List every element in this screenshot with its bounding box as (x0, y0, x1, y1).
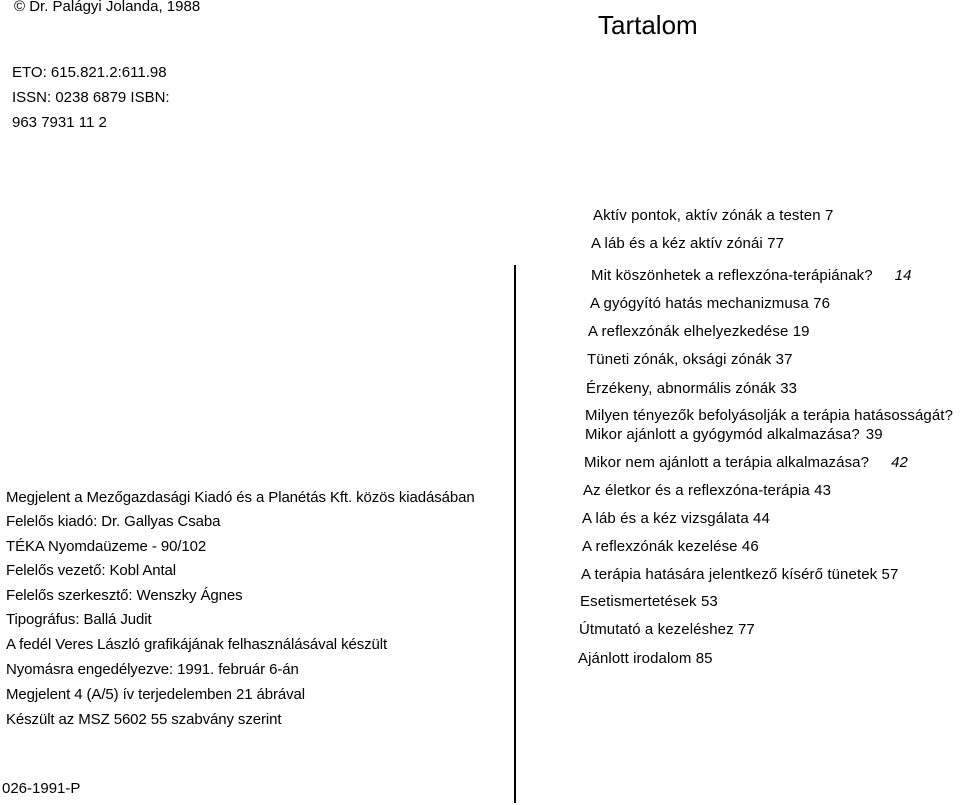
copyright-notice: © Dr. Palágyi Jolanda, 1988 (14, 0, 201, 15)
toc-entry-title: Mikor nem ajánlott a terápia alkalmazása? (584, 454, 870, 471)
imprint-line: Tipográfus: Ballá Judit (6, 611, 152, 628)
toc-entry-title: Mit köszönhetek a reflexzóna-terápiának? (591, 267, 873, 284)
toc-entry-title: A terápia hatására jelentkező kísérő tünetek (581, 566, 878, 583)
toc-entry (580, 593, 718, 610)
isbn-line: 963 7931 11 2 (12, 114, 107, 131)
toc-entry-title: Tüneti zónák, oksági zónák (587, 351, 772, 368)
toc-entry (585, 426, 883, 443)
toc-entry-page: 77 (737, 621, 755, 638)
toc-entry-page: 46 (741, 538, 759, 555)
toc-entry-page: 39 (865, 426, 883, 443)
toc-entry-page: 44 (753, 510, 770, 527)
page-title: Tartalom (598, 10, 698, 40)
toc-entry (583, 482, 831, 499)
toc-entry (591, 235, 784, 252)
issn-line: ISSN: 0238 6879 ISBN: (12, 89, 170, 106)
toc-entry (590, 295, 830, 312)
toc-entry-title: A reflexzónák kezelése (582, 538, 738, 555)
eto-code: ETO: 615.821.2:611.98 (12, 64, 167, 81)
imprint-line: Felelős vezető: Kobl Antal (6, 562, 177, 579)
print-code: 026-1991-P (2, 780, 81, 797)
toc-entry (578, 650, 713, 667)
imprint-line: Készült az MSZ 5602 55 szabvány szerint (6, 711, 282, 728)
toc-entry (579, 621, 755, 638)
toc-entry-title: Útmutató a kezeléshez (579, 621, 734, 638)
toc-entry (585, 407, 953, 424)
toc-entry (591, 267, 912, 284)
toc-entry-page: 42 (891, 454, 908, 471)
toc-entry-page: 7 (824, 207, 834, 224)
toc-entry-page: 85 (695, 650, 713, 667)
toc-entry-title: A láb és a kéz aktív zónái (591, 235, 763, 252)
toc-entry (581, 566, 898, 583)
toc-entry (593, 207, 833, 224)
toc-entry (587, 351, 793, 368)
toc-entry (584, 454, 908, 471)
toc-entry-title: Érzékeny, abnormális zónák (586, 380, 776, 397)
toc-entry-page: 76 (813, 295, 831, 312)
toc-entry (588, 323, 810, 340)
toc-entry-page: 19 (792, 323, 810, 340)
toc-entry-title: Mikor ajánlott a gyógymód alkalmazása? (585, 426, 860, 443)
imprint-line: Megjelent 4 (A/5) ív terjedelemben 21 ábrával (6, 686, 306, 703)
imprint-line: Felelős szerkesztő: Wenszky Ágnes (6, 587, 243, 604)
toc-entry-title: A láb és a kéz vizsgálata (582, 510, 749, 527)
toc-entry-title: Az életkor és a reflexzóna-terápia (583, 482, 810, 499)
toc-entry-page: 53 (700, 593, 718, 610)
imprint-line: A fedél Veres László grafikájának felhasználásával készült (6, 636, 388, 653)
imprint-line: Megjelent a Mezőgazdasági Kiadó és a Planétás Kft. közös kiadásában (6, 489, 475, 506)
toc-entry (582, 538, 759, 555)
toc-entry-page: 37 (775, 351, 793, 368)
toc-entry-title: A gyógyító hatás mechanizmusa (590, 295, 809, 312)
toc-entry-title: Esetismertetések (580, 593, 697, 610)
toc-entry-title: Aktív pontok, aktív zónák a testen (593, 207, 821, 224)
toc-entry-title: A reflexzónák elhelyezkedése (588, 323, 789, 340)
toc-entry-page: 33 (780, 380, 798, 397)
column-divider (514, 265, 516, 803)
imprint-line: Nyomásra engedélyezve: 1991. február 6-án (6, 661, 299, 678)
toc-entry (586, 380, 797, 397)
toc-entry-title: Ajánlott irodalom (578, 650, 692, 667)
toc-entry-page: 77 (767, 235, 785, 252)
imprint-line: TÉKA Nyomdaüzeme - 90/102 (6, 538, 207, 555)
toc-entry-page: 43 (814, 482, 832, 499)
imprint-line: Felelős kiadó: Dr. Gallyas Csaba (6, 513, 221, 530)
toc-entry-page: 14 (894, 267, 912, 284)
toc-entry-title: Milyen tényezők befolyásolják a terápia hatásosságát? (585, 407, 954, 424)
toc-entry (582, 510, 770, 527)
toc-entry-page: 57 (881, 566, 899, 583)
